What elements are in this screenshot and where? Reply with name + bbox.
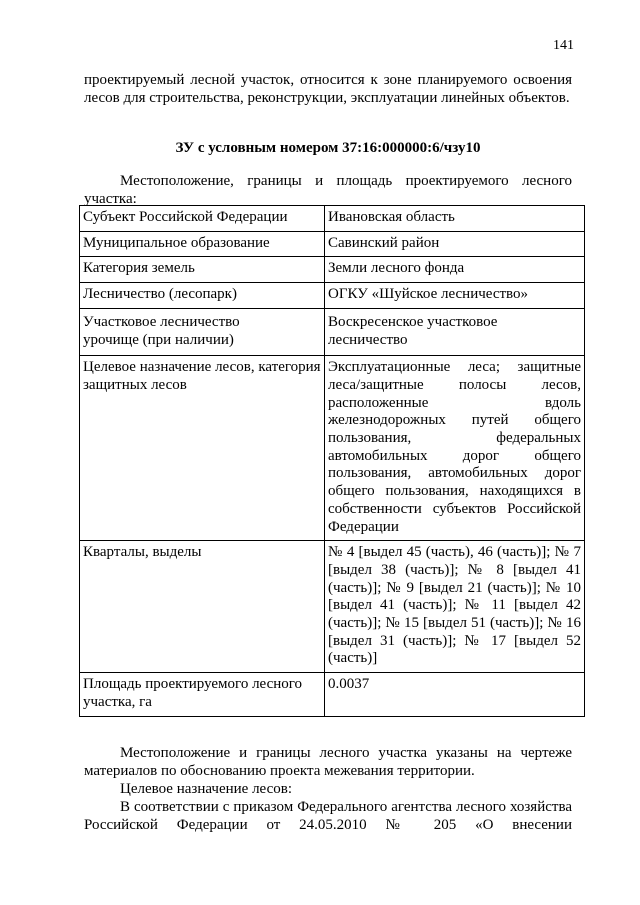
row-label: Участковое лесничество урочище (при наличии): [80, 308, 325, 355]
row-value: Земли лесного фонда: [325, 257, 585, 283]
row-value: Воскресенское участковое лесничество: [325, 308, 585, 355]
after-table-paragraph: Местоположение и границы лесного участка указаны на чертеже материалов по обоснованию проекта межевания территории.: [84, 745, 572, 779]
final-paragraph: В соответствии с приказом Федерального агентства лесного хозяйства Российской Федерации от 24.05.2010 № 205 «О внесении: [84, 799, 572, 833]
row-label: Кварталы, выделы: [80, 541, 325, 673]
table-row: [80, 257, 585, 283]
row-label: Лесничество (лесопарк): [80, 283, 325, 309]
table-intro-paragraph: Местоположение, границы и площадь проектируемого лесного участка:: [84, 173, 572, 207]
table-row: [80, 283, 585, 309]
row-label: Муниципальное образование: [80, 231, 325, 257]
row-label: Площадь проектируемого лесного участка, га: [80, 673, 325, 716]
row-value: 0.0037: [325, 673, 585, 716]
row-value: ОГКУ «Шуйское лесничество»: [325, 283, 585, 309]
page-number: 141: [553, 38, 574, 53]
row-value: Ивановская область: [325, 206, 585, 232]
land-plot-info-table: [79, 205, 585, 717]
table-row: [80, 308, 585, 355]
row-label: Субъект Российской Федерации: [80, 206, 325, 232]
purpose-heading: Целевое назначение лесов:: [120, 781, 292, 797]
row-label: Категория земель: [80, 257, 325, 283]
table-row: [80, 356, 585, 541]
row-value: № 4 [выдел 45 (часть), 46 (часть)]; № 7 [выдел 38 (часть)]; № 8 [выдел 41 (часть)]; № 9 [выдел 21 (часть)]; № 10 [выдел 41 (часть)]; № 11 [выдел 42 (часть)]; № 15 [выдел 51 (часть)]; № 16 [выдел 31 (часть)]; № 17 [выдел 52 (часть)]: [325, 541, 585, 673]
table-row: [80, 673, 585, 716]
table-row: [80, 541, 585, 673]
table-row: [80, 206, 585, 232]
row-label: Целевое назначение лесов, категория защитных лесов: [80, 356, 325, 541]
row-value: Эксплуатационные леса; защитные леса/защитные полосы лесов, расположенные вдоль железнодорожных путей общего пользования, федеральных автомобильных дорог общего пользования, автомобильных дорог общего пользования, находящихся в собственности субъектов Российской Федерации: [325, 356, 585, 541]
intro-paragraph: проектируемый лесной участок, относится к зоне планируемого освоения лесов для строительства, реконструкции, эксплуатации линейных объектов.: [84, 72, 572, 106]
row-value: Савинский район: [325, 231, 585, 257]
section-title: ЗУ с условным номером 37:16:000000:6/чзу10: [175, 140, 481, 156]
table-row: [80, 231, 585, 257]
